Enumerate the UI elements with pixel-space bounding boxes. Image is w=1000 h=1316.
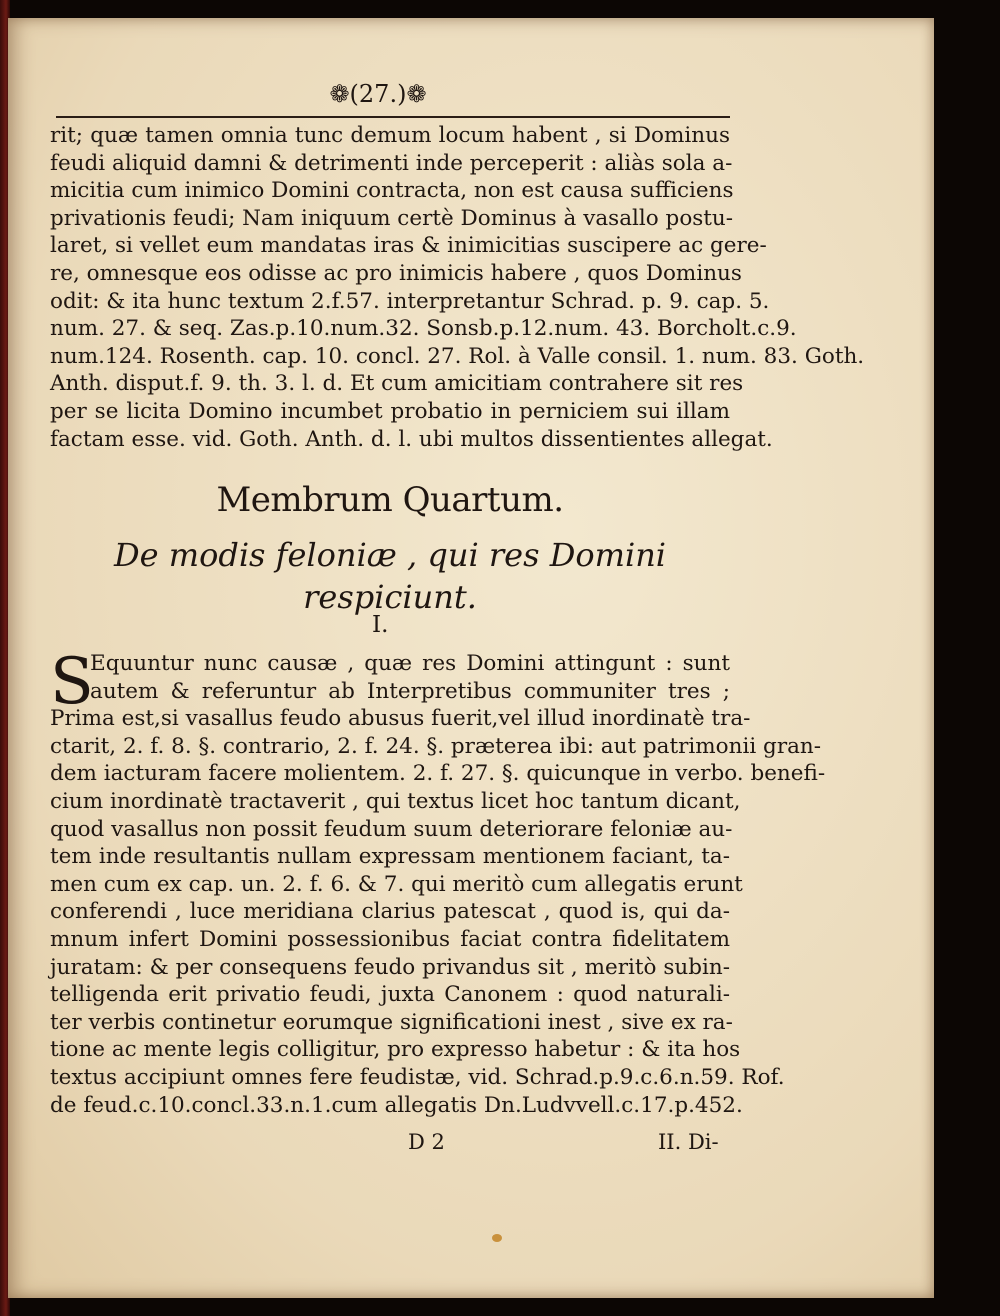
text-line: Anth. disput.f. 9. th. 3. l. d. Et cum amicitiam contrahere sit res bbox=[50, 371, 744, 397]
text-line: micitia cum inimico Domini contracta, non est causa sufficiens bbox=[50, 178, 734, 204]
text-line: cium inordinatè tractaverit , qui textus licet hoc tantum dicant, bbox=[50, 788, 741, 814]
catchword: II. Di- bbox=[658, 1130, 719, 1154]
book-page bbox=[8, 18, 934, 1298]
text-line: Equuntur nunc causæ , quæ res Domini attingunt : sunt bbox=[90, 651, 730, 676]
text-line: telligenda erit privatio feudi, juxta Canonem : quod naturali- bbox=[50, 982, 730, 1008]
section-heading: Membrum Quartum. bbox=[216, 480, 564, 520]
paragraph-main bbox=[50, 645, 826, 1119]
text-line: num.124. Rosenth. cap. 10. concl. 27. Rol. à Valle consil. 1. num. 83. Goth. bbox=[50, 343, 865, 369]
text-line: odit: & ita hunc textum 2.f.57. interpretantur Schrad. p. 9. cap. 5. bbox=[50, 288, 770, 314]
text-line: tem inde resultantis nullam expressam mentionem faciant, ta- bbox=[50, 844, 730, 870]
header-rule bbox=[56, 116, 730, 118]
paper-stain bbox=[492, 1234, 502, 1242]
text-line: per se licita Domino incumbet probatio in perniciem sui illam bbox=[50, 398, 730, 424]
text-line: tione ac mente legis colligitur, pro expresso habetur : & ita hos bbox=[50, 1037, 741, 1063]
drop-capital: S bbox=[50, 645, 94, 719]
paragraph-continued bbox=[50, 122, 865, 453]
text-line: juratam: & per consequens feudo privandus sit , meritò subin- bbox=[50, 954, 730, 980]
text-line: quod vasallus non possit feudum suum deteriorare feloniæ au- bbox=[50, 816, 733, 842]
subtitle-line: respiciunt. bbox=[303, 578, 477, 616]
signature-mark: D 2 bbox=[408, 1130, 445, 1154]
text-line: men cum ex cap. un. 2. f. 6. & 7. qui meritò cum allegatis erunt bbox=[50, 871, 743, 897]
text-line: mnum infert Domini possessionibus faciat contra fidelitatem bbox=[50, 926, 730, 952]
article-number: I. bbox=[372, 612, 389, 638]
text-line: feudi aliquid damni & detrimenti inde perceperit : aliàs sola a- bbox=[50, 150, 733, 176]
text-line: autem & referuntur ab Interpretibus communiter tres ; bbox=[90, 678, 730, 704]
text-line: textus accipiunt omnes fere feudistæ, vid. Schrad.p.9.c.6.n.59. Rof. bbox=[50, 1064, 785, 1090]
text-line: rit; quæ tamen omnia tunc demum locum habent , si Dominus bbox=[50, 123, 730, 148]
text-line: ter verbis continetur eorumque significationi inest , sive ex ra- bbox=[50, 1009, 733, 1035]
text-line: re, omnesque eos odisse ac pro inimicis habere , quos Dominus bbox=[50, 260, 742, 286]
text-line: Prima est,si vasallus feudo abusus fuerit,vel illud inordinatè tra- bbox=[50, 706, 751, 732]
text-line: ctarit, 2. f. 8. §. contrario, 2. f. 24. §. præterea ibi: aut patrimonii gran- bbox=[50, 733, 822, 759]
text-line: de feud.c.10.concl.33.n.1.cum allegatis Dn.Ludvvell.c.17.p.452. bbox=[50, 1092, 743, 1118]
text-line: factam esse. vid. Goth. Anth. d. l. ubi multos dissentientes allegat. bbox=[50, 426, 773, 452]
text-line: conferendi , luce meridiana clarius patescat , quod is, qui da- bbox=[50, 899, 730, 925]
running-head-page-number: ❁(27.)❁ bbox=[329, 80, 427, 108]
subtitle-line: De modis feloniæ , qui res Domini bbox=[113, 536, 667, 574]
text-line: laret, si vellet eum mandatas iras & inimicitias suscipere ac gere- bbox=[50, 233, 767, 259]
text-line: dem iacturam facere molientem. 2. f. 27. §. quicunque in verbo. benefi- bbox=[50, 761, 826, 787]
text-line: privationis feudi; Nam iniquum certè Dominus à vasallo postu- bbox=[50, 205, 734, 231]
section-subtitle bbox=[50, 534, 730, 618]
text-line: num. 27. & seq. Zas.p.10.num.32. Sonsb.p.12.num. 43. Borcholt.c.9. bbox=[50, 316, 797, 342]
